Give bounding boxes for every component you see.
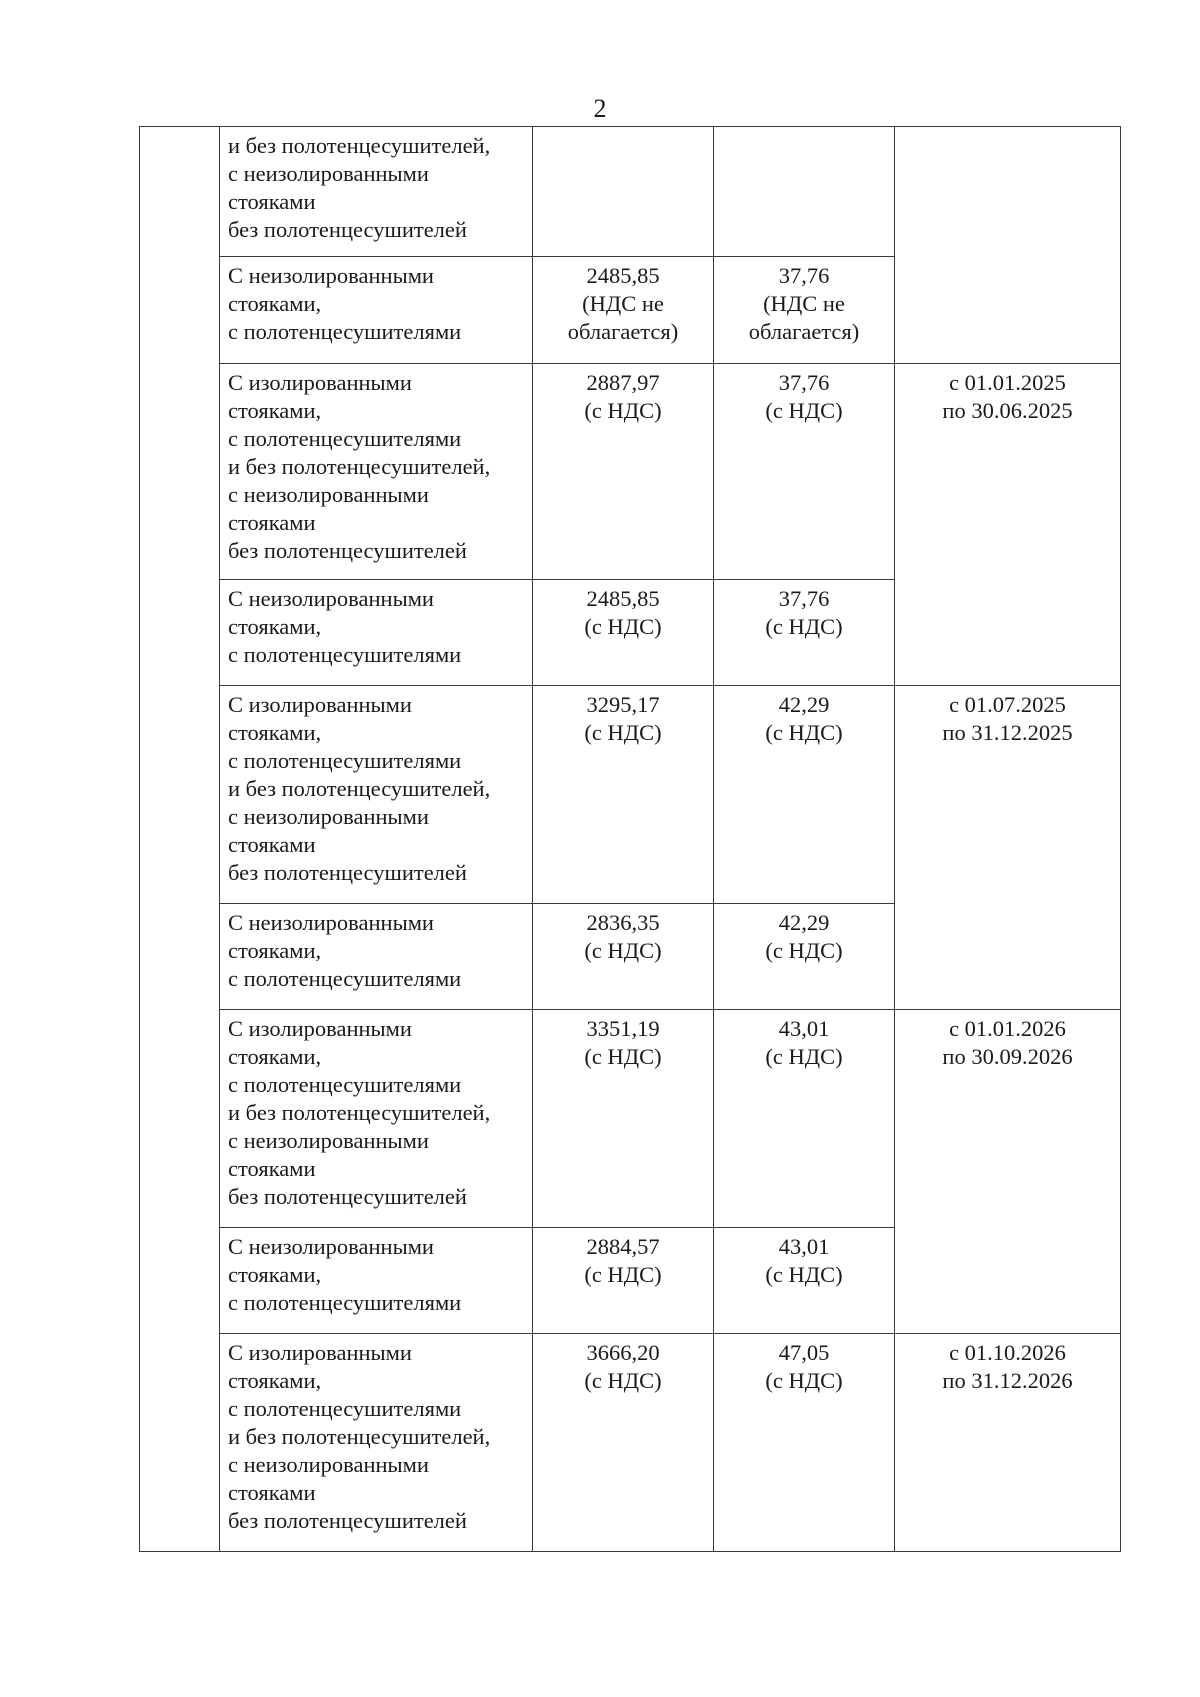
heating-type-cell: С неизолированными стояками, с полотенцесушителями [220,1228,533,1334]
page-number: 2 [593,94,607,123]
rate-cell: 37,76 (с НДС) [714,580,895,686]
table-row [140,364,1121,580]
blank-column-cell [140,127,220,1552]
period-cell [895,127,1121,364]
heating-type-cell: С изолированными стояками, с полотенцесушителями и без полотенцесушителей, с неизолированными стояками без полотенцесушителей [220,1010,533,1228]
heating-type-cell: и без полотенцесушителей, с неизолированными стояками без полотенцесушителей [220,127,533,257]
table-row [140,686,1121,904]
rate-cell: 43,01 (с НДС) [714,1010,895,1228]
price-cell: 2485,85 (с НДС) [533,580,714,686]
price-cell: 2836,35 (с НДС) [533,904,714,1010]
table-row [140,1334,1121,1552]
rate-cell: 43,01 (с НДС) [714,1228,895,1334]
price-cell: 2884,57 (с НДС) [533,1228,714,1334]
price-cell [533,127,714,257]
period-cell: с 01.01.2025 по 30.06.2025 [895,364,1121,686]
table-row [140,127,1121,257]
rate-cell [714,127,895,257]
heating-type-cell: С изолированными стояками, с полотенцесушителями и без полотенцесушителей, с неизолированными стояками без полотенцесушителей [220,686,533,904]
price-cell: 3295,17 (с НДС) [533,686,714,904]
heating-type-cell: С неизолированными стояками, с полотенцесушителями [220,904,533,1010]
rate-cell: 47,05 (с НДС) [714,1334,895,1552]
period-cell: с 01.01.2026 по 30.09.2026 [895,1010,1121,1334]
period-cell: с 01.07.2025 по 31.12.2025 [895,686,1121,1010]
heating-type-cell: С изолированными стояками, с полотенцесушителями и без полотенцесушителей, с неизолированными стояками без полотенцесушителей [220,364,533,580]
heating-type-cell: С изолированными стояками, с полотенцесушителями и без полотенцесушителей, с неизолированными стояками без полотенцесушителей [220,1334,533,1552]
price-cell: 2485,85 (НДС не облагается) [533,257,714,364]
table-row [140,1010,1121,1228]
period-cell: с 01.10.2026 по 31.12.2026 [895,1334,1121,1552]
heating-type-cell: С неизолированными стояками, с полотенцесушителями [220,257,533,364]
rate-cell: 42,29 (с НДС) [714,904,895,1010]
rate-cell: 37,76 (с НДС) [714,364,895,580]
price-cell: 2887,97 (с НДС) [533,364,714,580]
price-cell: 3351,19 (с НДС) [533,1010,714,1228]
price-cell: 3666,20 (с НДС) [533,1334,714,1552]
heating-type-cell: С неизолированными стояками, с полотенцесушителями [220,580,533,686]
rate-cell: 37,76 (НДС не облагается) [714,257,895,364]
rate-cell: 42,29 (с НДС) [714,686,895,904]
tariff-table [139,126,1121,1552]
